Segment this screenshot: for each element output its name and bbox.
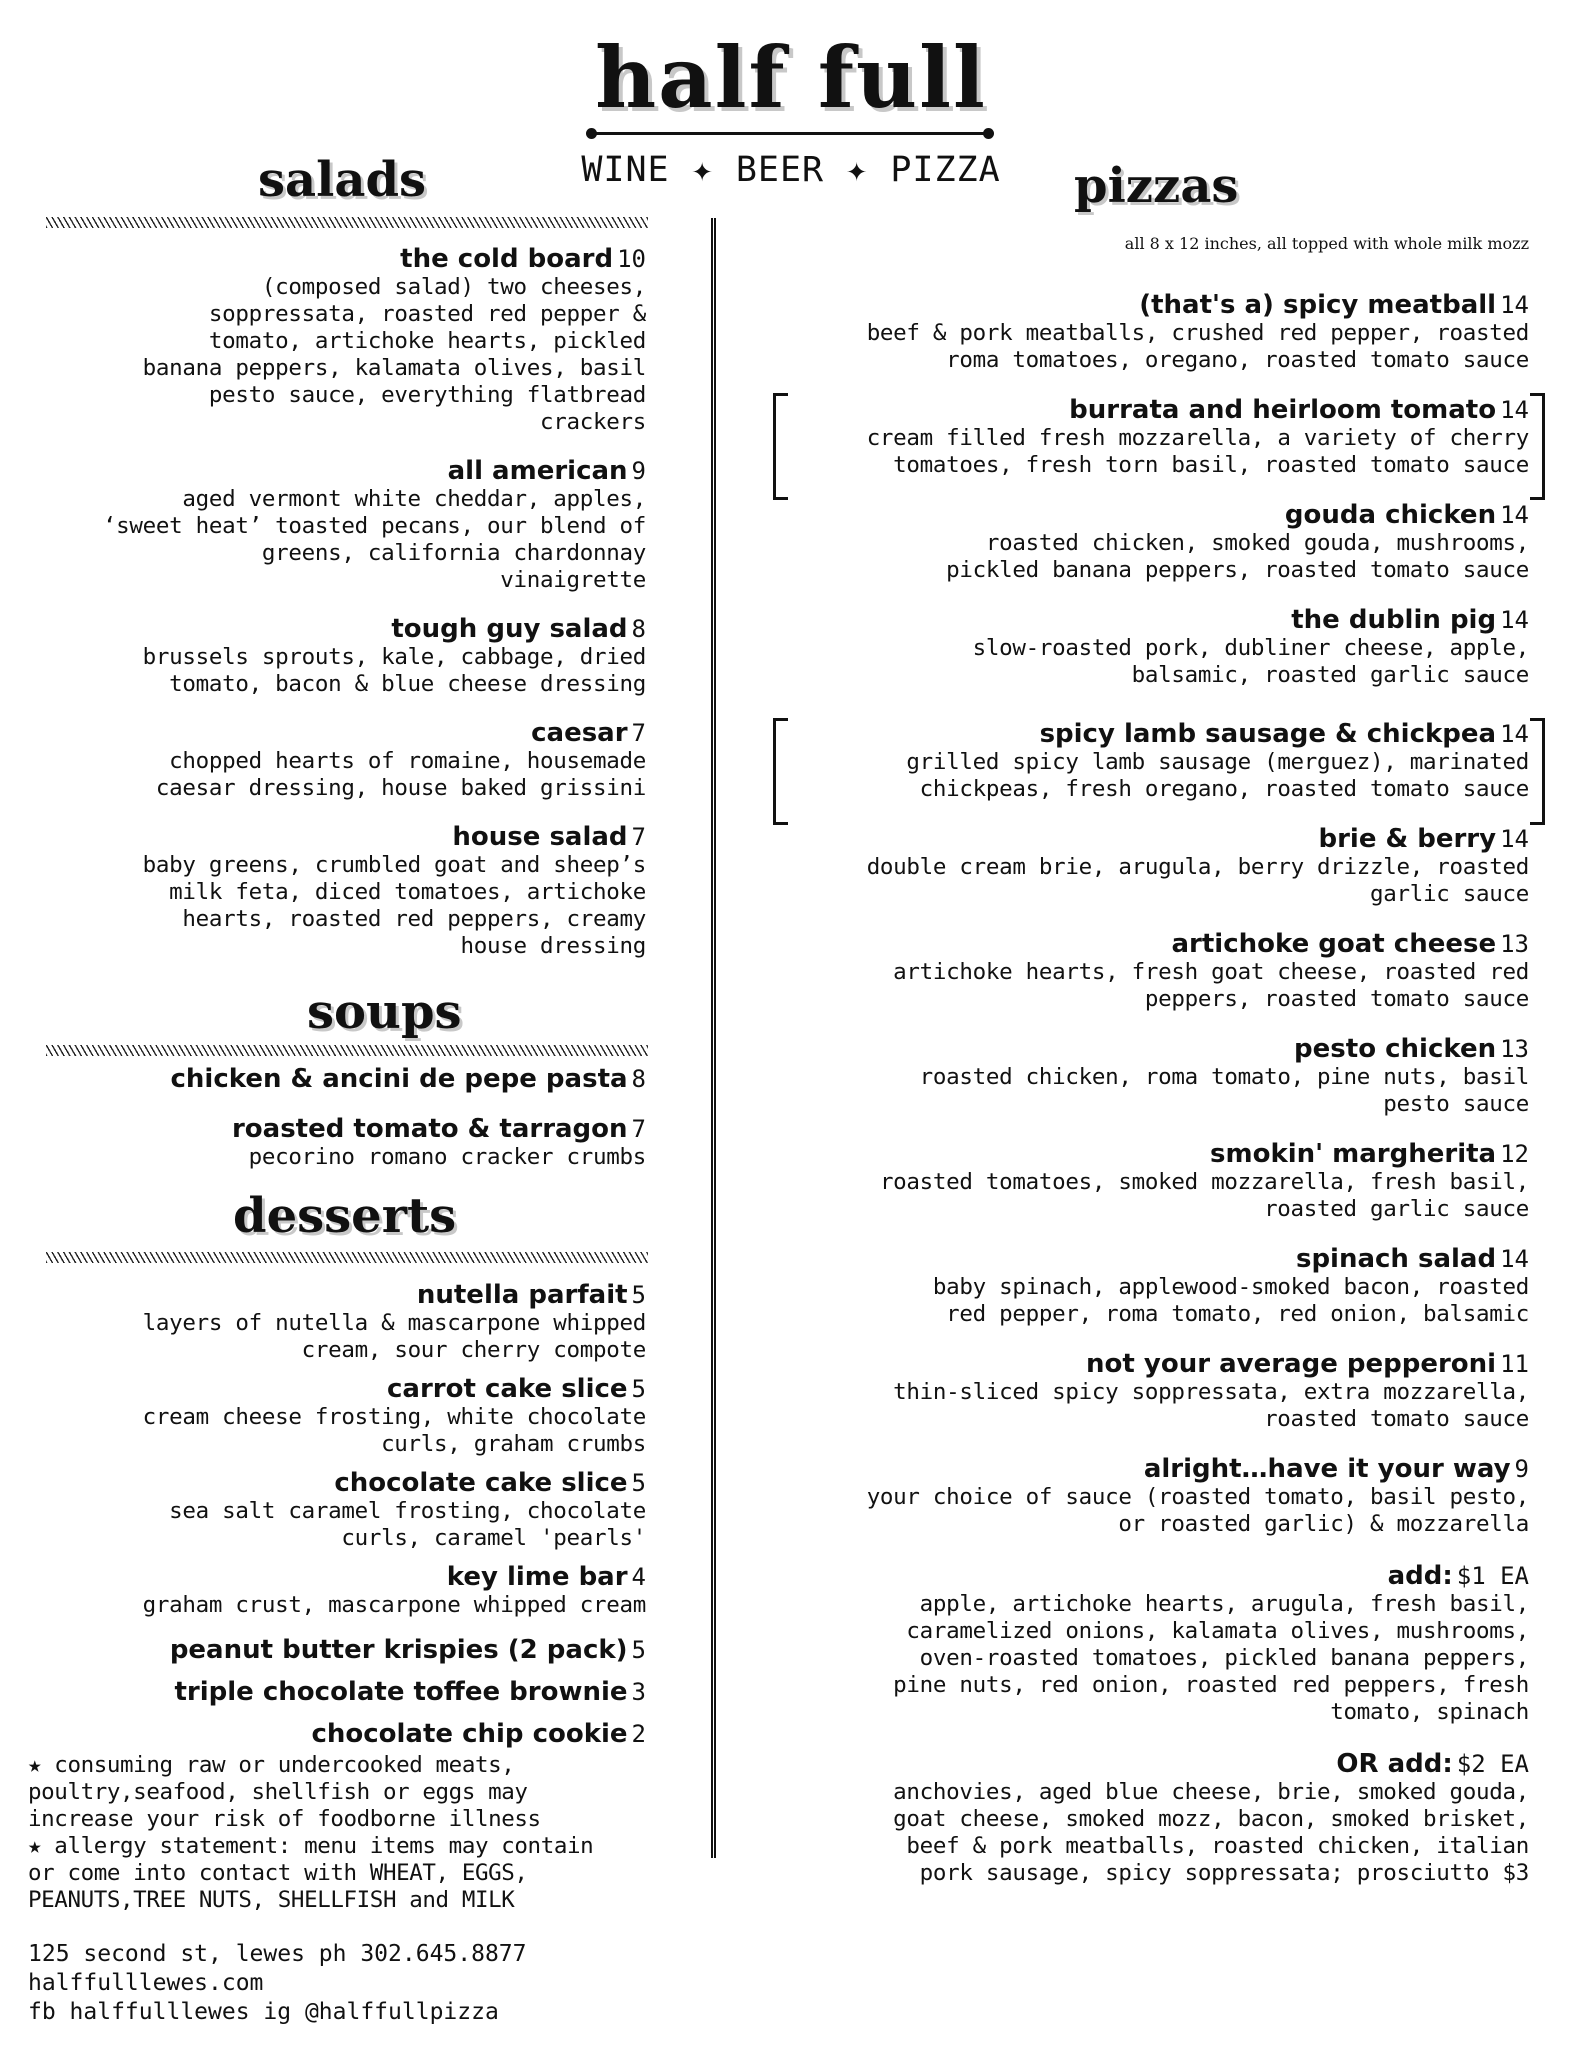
- section-title-salads: salads: [258, 152, 427, 208]
- address-line: fb halffulllewes ig @halffullpizza: [28, 1999, 499, 2025]
- address-line: 125 second st, lewes ph 302.645.8877: [28, 1941, 527, 1967]
- menu-item-price: 2: [631, 1720, 646, 1748]
- menu-item-name: tough guy salad: [391, 614, 628, 644]
- menu-item: [40, 1719, 646, 1749]
- menu-item-name: gouda chicken: [1284, 500, 1497, 530]
- note-line: or come into contact with WHEAT, EGGS,: [28, 1860, 528, 1886]
- soups-hatch-rule: [46, 1045, 648, 1056]
- menu-item-header: [40, 1064, 646, 1094]
- menu-item: [40, 1114, 646, 1171]
- menu-item-description: curls, graham crumbs: [381, 1431, 646, 1457]
- menu-item: [40, 1677, 646, 1707]
- section-title-desserts: desserts: [233, 1188, 457, 1244]
- menu-item-description: peppers, roasted tomato sauce: [1144, 986, 1529, 1012]
- menu-item: [776, 1349, 1529, 1433]
- menu-item-header: [776, 290, 1529, 320]
- menu-item: [40, 614, 646, 698]
- menu-item-header: [40, 1635, 646, 1665]
- menu-item: [40, 1064, 646, 1094]
- menu-item-name: artichoke goat cheese: [1171, 929, 1497, 959]
- menu-item-description: cream filled fresh mozzarella, a variety of cherry: [866, 425, 1529, 451]
- menu-item-name: chicken & ancini de pepe pasta: [170, 1064, 628, 1094]
- menu-item: [776, 1034, 1529, 1118]
- menu-item-price: 5: [631, 1636, 646, 1664]
- menu-item-price: 14: [1500, 720, 1529, 748]
- note-line: PEANUTS,TREE NUTS, SHELLFISH and MILK: [28, 1887, 515, 1913]
- menu-item-description: graham crust, mascarpone whipped cream: [142, 1592, 646, 1618]
- menu-item: [40, 1280, 646, 1364]
- menu-item-description: pesto sauce, everything flatbread: [208, 382, 646, 408]
- menu-item-price: 13: [1500, 1035, 1529, 1063]
- allergy-notes: [28, 1752, 708, 1914]
- menu-item-description: crackers: [540, 409, 646, 435]
- menu-item-description: pickled banana peppers, roasted tomato sauce: [946, 557, 1529, 583]
- menu-item-name: triple chocolate toffee brownie: [174, 1677, 628, 1707]
- menu-item-header: [776, 1244, 1529, 1274]
- menu-item-name: alright…have it your way: [1143, 1454, 1511, 1484]
- note-line: ★ consuming raw or undercooked meats,: [28, 1752, 515, 1778]
- menu-item: [40, 456, 646, 594]
- menu-item-description: grilled spicy lamb sausage (merguez), marinated: [906, 749, 1529, 775]
- note-line: increase your risk of foodborne illness: [28, 1806, 541, 1832]
- menu-item-price: 14: [1500, 396, 1529, 424]
- menu-item: [776, 605, 1529, 689]
- pizzas-list: [776, 290, 1529, 1887]
- menu-item-price: 14: [1500, 606, 1529, 634]
- menu-item-description: cream, sour cherry compote: [301, 1337, 646, 1363]
- menu-item-header: [40, 718, 646, 748]
- menu-item-name: (that's a) spicy meatball: [1139, 290, 1497, 320]
- menu-item: [776, 1561, 1529, 1726]
- menu-item-price: 9: [1514, 1455, 1529, 1483]
- menu-item-description: pesto sauce: [1383, 1091, 1529, 1117]
- menu-item-header: [776, 1139, 1529, 1169]
- column-divider: [711, 218, 716, 1858]
- menu-item: [776, 1749, 1529, 1887]
- menu-item-description: aged vermont white cheddar, apples,: [182, 486, 646, 512]
- menu-item-description: chopped hearts of romaine, housemade: [169, 748, 646, 774]
- restaurant-title: half full: [595, 28, 987, 127]
- menu-item-header: [776, 605, 1529, 635]
- menu-item-name: key lime bar: [446, 1562, 628, 1592]
- menu-item-price: 4: [631, 1563, 646, 1591]
- menu-item-description: brussels sprouts, kale, cabbage, dried: [142, 644, 646, 670]
- menu-item-header: [776, 824, 1529, 854]
- section-title-soups: soups: [307, 984, 462, 1040]
- menu-item-name: burrata and heirloom tomato: [1069, 395, 1497, 425]
- menu-item-description: roasted chicken, smoked gouda, mushrooms,: [985, 530, 1529, 556]
- menu-item-description: chickpeas, fresh oregano, roasted tomato sauce: [919, 776, 1529, 802]
- menu-item-price: $1 EA: [1456, 1562, 1529, 1590]
- menu-item-description: goat cheese, smoked mozz, bacon, smoked brisket,: [893, 1806, 1529, 1832]
- menu-item-header: [40, 822, 646, 852]
- section-title-pizzas: pizzas: [1074, 158, 1239, 214]
- menu-item-header: [40, 1719, 646, 1749]
- menu-item: [40, 1374, 646, 1458]
- bracket-right-lamb: [1530, 718, 1545, 825]
- menu-item-description: (composed salad) two cheeses,: [261, 274, 646, 300]
- menu-item-description: anchovies, aged blue cheese, brie, smoked gouda,: [893, 1779, 1529, 1805]
- menu-item-price: 5: [631, 1281, 646, 1309]
- menu-item: [776, 290, 1529, 374]
- menu-item: [776, 395, 1529, 479]
- menu-item-description: pork sausage, spicy soppressata; prosciutto $3: [919, 1860, 1529, 1886]
- menu-item-description: garlic sauce: [1370, 881, 1529, 907]
- salads-list: [40, 244, 646, 960]
- menu-item-header: [40, 1374, 646, 1404]
- menu-item-description: ‘sweet heat’ toasted pecans, our blend of: [102, 513, 646, 539]
- menu-item-price: 14: [1500, 291, 1529, 319]
- menu-item: [40, 1635, 646, 1665]
- menu-item-description: tomato, bacon & blue cheese dressing: [169, 671, 646, 697]
- menu-item-price: 5: [631, 1469, 646, 1497]
- menu-item-header: [40, 1280, 646, 1310]
- menu-item-header: [776, 1034, 1529, 1064]
- menu-item-price: 8: [631, 1065, 646, 1093]
- menu-item-name: chocolate cake slice: [334, 1468, 628, 1498]
- menu-item-description: roasted garlic sauce: [1264, 1196, 1529, 1222]
- menu-item-price: 8: [631, 615, 646, 643]
- menu-item-description: cream cheese frosting, white chocolate: [142, 1404, 646, 1430]
- menu-item-price: 9: [631, 457, 646, 485]
- menu-item: [776, 719, 1529, 803]
- menu-item-description: roasted tomatoes, smoked mozzarella, fresh basil,: [879, 1169, 1529, 1195]
- menu-item-name: the cold board: [400, 244, 614, 274]
- menu-item-header: [776, 1454, 1529, 1484]
- menu-item-name: brie & berry: [1318, 824, 1497, 854]
- contact-info: [28, 1940, 708, 2027]
- menu-item: [776, 1244, 1529, 1328]
- menu-item-description: thin-sliced spicy soppressata, extra mozzarella,: [893, 1379, 1529, 1405]
- menu-item-description: sea salt caramel frosting, chocolate: [169, 1498, 646, 1524]
- menu-item-price: 10: [617, 245, 646, 273]
- menu-item: [40, 718, 646, 802]
- menu-item-description: greens, california chardonnay: [261, 540, 646, 566]
- menu-item-description: baby greens, crumbled goat and sheep’s: [142, 852, 646, 878]
- menu-item-price: 5: [631, 1375, 646, 1403]
- menu-item-header: [40, 1562, 646, 1592]
- menu-item: [40, 822, 646, 960]
- menu-item-name: add:: [1387, 1561, 1453, 1591]
- menu-item-price: 11: [1500, 1350, 1529, 1378]
- menu-item-description: artichoke hearts, fresh goat cheese, roasted red: [893, 959, 1529, 985]
- menu-item-description: layers of nutella & mascarpone whipped: [142, 1310, 646, 1336]
- menu-item-description: house dressing: [460, 933, 646, 959]
- menu-item-price: 13: [1500, 930, 1529, 958]
- menu-item-header: [776, 1561, 1529, 1591]
- menu-item-description: pine nuts, red onion, roasted red peppers, fresh: [893, 1672, 1529, 1698]
- bracket-left-burrata: [773, 393, 788, 500]
- tagline: WINE ✦ BEER ✦ PIZZA: [581, 150, 1001, 190]
- pizzas-intro: all 8 x 12 inches, all topped with whole milk mozz: [1124, 234, 1529, 253]
- menu-item-price: 14: [1500, 1245, 1529, 1273]
- menu-item-description: soppressata, roasted red pepper &: [208, 301, 646, 327]
- menu-item-description: beef & pork meatballs, roasted chicken, italian: [906, 1833, 1529, 1859]
- menu-item: [40, 244, 646, 436]
- menu-item-description: vinaigrette: [500, 567, 646, 593]
- title-rule: [592, 132, 988, 135]
- menu-item-price: 14: [1500, 501, 1529, 529]
- menu-item: [776, 1454, 1529, 1538]
- menu-item-description: red pepper, roma tomato, red onion, balsamic: [946, 1301, 1529, 1327]
- menu-item-description: caesar dressing, house baked grissini: [155, 775, 646, 801]
- menu-item-description: milk feta, diced tomatoes, artichoke: [169, 879, 646, 905]
- salads-hatch-rule: [46, 217, 648, 228]
- menu-item-name: the dublin pig: [1291, 605, 1497, 635]
- menu-item-header: [776, 500, 1529, 530]
- menu-item-header: [40, 456, 646, 486]
- menu-item-header: [776, 1349, 1529, 1379]
- menu-item: [776, 1139, 1529, 1223]
- menu-item-description: roasted chicken, roma tomato, pine nuts, basil: [919, 1064, 1529, 1090]
- note-line: ★ allergy statement: menu items may contain: [28, 1833, 594, 1859]
- menu-item-description: hearts, roasted red peppers, creamy: [182, 906, 646, 932]
- menu-item-name: carrot cake slice: [387, 1374, 628, 1404]
- menu-item: [40, 1562, 646, 1619]
- menu-item-description: banana peppers, kalamata olives, basil: [142, 355, 646, 381]
- menu-item-description: roasted tomato sauce: [1264, 1406, 1529, 1432]
- menu-item-description: tomatoes, fresh torn basil, roasted tomato sauce: [893, 452, 1529, 478]
- menu-item-description: or roasted garlic) & mozzarella: [1118, 1511, 1529, 1537]
- menu-item-header: [776, 1749, 1529, 1779]
- menu-item-header: [40, 244, 646, 274]
- menu-item-price: 12: [1500, 1140, 1529, 1168]
- menu-item-name: roasted tomato & tarragon: [231, 1114, 628, 1144]
- menu-item-name: OR add:: [1336, 1749, 1453, 1779]
- menu-item-description: balsamic, roasted garlic sauce: [1131, 662, 1529, 688]
- menu-item-header: [40, 1677, 646, 1707]
- menu-item-header: [776, 719, 1529, 749]
- menu-item-price: $2 EA: [1456, 1750, 1529, 1778]
- menu-item-description: beef & pork meatballs, crushed red pepper, roasted: [866, 320, 1529, 346]
- note-line: poultry,seafood, shellfish or eggs may: [28, 1779, 528, 1805]
- menu-item-header: [776, 395, 1529, 425]
- menu-item-description: double cream brie, arugula, berry drizzle, roasted: [866, 854, 1529, 880]
- menu-item: [40, 1468, 646, 1552]
- menu-item: [776, 500, 1529, 584]
- soups-list: [40, 1064, 646, 1171]
- menu-item-name: caesar: [531, 718, 628, 748]
- menu-item-description: tomato, artichoke hearts, pickled: [208, 328, 646, 354]
- menu-item: [776, 929, 1529, 1013]
- menu-item-header: [40, 1468, 646, 1498]
- menu-item-description: caramelized onions, kalamata olives, mushrooms,: [906, 1618, 1529, 1644]
- menu-item: [776, 824, 1529, 908]
- menu-item-name: smokin' margherita: [1210, 1139, 1497, 1169]
- menu-item-header: [776, 929, 1529, 959]
- menu-item-description: slow-roasted pork, dubliner cheese, apple,: [972, 635, 1529, 661]
- menu-item-name: peanut butter krispies (2 pack): [169, 1635, 628, 1665]
- menu-item-price: 7: [631, 823, 646, 851]
- menu-item-price: 3: [631, 1678, 646, 1706]
- menu-item-name: not your average pepperoni: [1086, 1349, 1497, 1379]
- menu-item-price: 7: [631, 719, 646, 747]
- menu-item-description: baby spinach, applewood-smoked bacon, roasted: [932, 1274, 1529, 1300]
- menu-item-name: spicy lamb sausage & chickpea: [1039, 719, 1497, 749]
- menu-item-description: tomato, spinach: [1330, 1699, 1529, 1725]
- menu-item-header: [40, 614, 646, 644]
- menu-item-description: your choice of sauce (roasted tomato, basil pesto,: [866, 1484, 1529, 1510]
- menu-item-name: house salad: [452, 822, 628, 852]
- menu-item-description: roma tomatoes, oregano, roasted tomato sauce: [946, 347, 1529, 373]
- menu-item-description: curls, caramel 'pearls': [341, 1525, 646, 1551]
- bracket-right-burrata: [1530, 393, 1545, 500]
- menu-item-description: apple, artichoke hearts, arugula, fresh basil,: [919, 1591, 1529, 1617]
- menu-item-name: nutella parfait: [416, 1280, 628, 1310]
- address-line: halffulllewes.com: [28, 1970, 264, 1996]
- menu-item-price: 7: [631, 1115, 646, 1143]
- menu-item-description: oven-roasted tomatoes, pickled banana peppers,: [919, 1645, 1529, 1671]
- menu-item-description: pecorino romano cracker crumbs: [248, 1144, 646, 1170]
- menu-item-name: chocolate chip cookie: [311, 1719, 628, 1749]
- menu-item-name: pesto chicken: [1294, 1034, 1497, 1064]
- menu-item-name: spinach salad: [1295, 1244, 1497, 1274]
- menu-item-name: all american: [447, 456, 628, 486]
- menu-item-price: 14: [1500, 825, 1529, 853]
- desserts-hatch-rule: [46, 1252, 648, 1263]
- menu-item-header: [40, 1114, 646, 1144]
- bracket-left-lamb: [773, 718, 788, 825]
- desserts-list: [40, 1280, 646, 1749]
